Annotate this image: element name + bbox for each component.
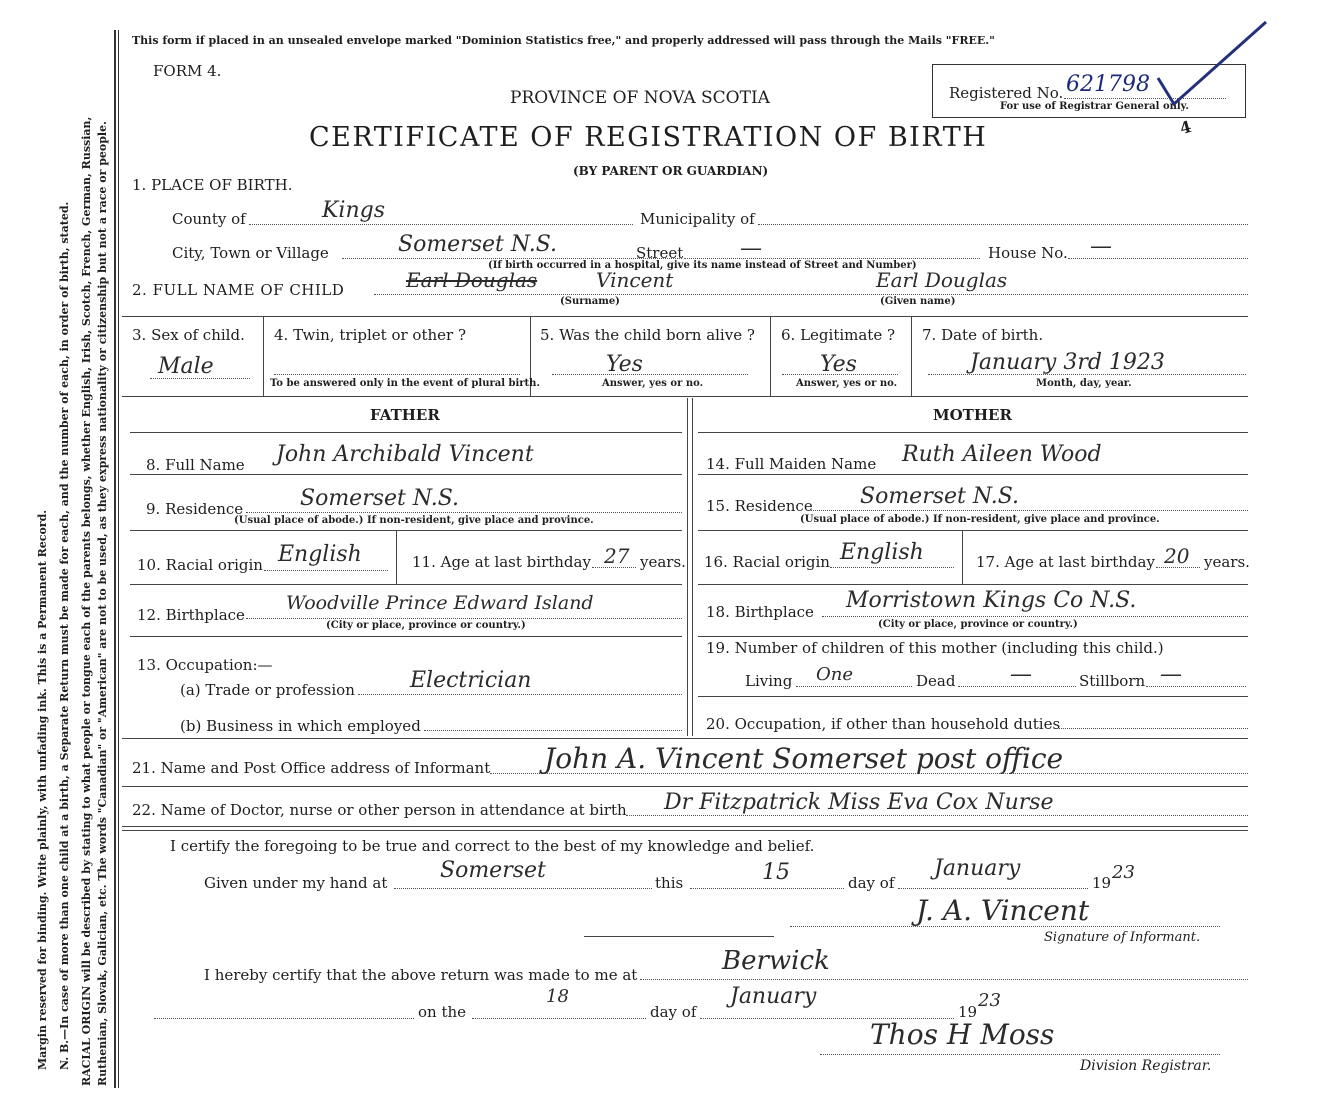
living-field[interactable] [796,686,912,687]
this-label: this [655,874,684,892]
check-mark-icon [1150,18,1270,110]
city-value: Somerset N.S. [398,232,557,257]
registered-label: Registered No. [949,84,1064,102]
row3-top [122,316,1248,317]
row3-bottom [122,396,1248,397]
child-surname: Vincent [596,268,674,292]
mother-occupation-label: 20. Occupation, if other than household duties [706,715,1061,733]
mother-years: years. [1204,553,1250,571]
father-line-d [130,584,682,585]
dead-label: Dead [916,672,956,690]
father-name: John Archibald Vincent [276,442,534,467]
twin-field[interactable] [274,374,520,375]
mother-birthplace-field[interactable] [822,616,1248,617]
mother-residence-field[interactable] [808,510,1248,511]
father-residence-label: 9. Residence [146,500,244,518]
registrar-signature: Thos H Moss [870,1018,1055,1051]
place-heading: 1. PLACE OF BIRTH. [132,176,293,194]
reg-month: January [730,984,817,1009]
stillborn-label: Stillborn [1079,672,1146,690]
living-label: Living [745,672,793,690]
father-residence-note: (Usual place of abode.) If non-resident, give place and province. [234,515,594,526]
child-name-label: 2. FULL NAME OF CHILD [132,281,345,299]
municipality-label: Municipality of [640,210,755,228]
legitimate-label: 6. Legitimate ? [781,326,896,344]
legitimate-value: Yes [820,352,857,377]
father-business-label: (b) Business in which employed [180,717,421,735]
county-value: Kings [322,198,386,223]
row22-bottom-2 [122,830,1248,831]
certificate-subtitle: (BY PARENT OR GUARDIAN) [573,164,769,178]
month-value: January [934,856,1021,881]
year-suffix: 23 [1112,862,1135,883]
day-field[interactable] [690,888,844,889]
mother-age-label: 17. Age at last birthday [976,553,1155,571]
mother-residence-label: 15. Residence [706,497,813,515]
mother-race-label: 16. Racial origin [704,553,830,571]
mother-line-c [698,530,1248,531]
doctor-field[interactable] [626,815,1248,816]
municipality-field[interactable] [758,224,1248,225]
mother-occupation-field[interactable] [1056,728,1248,729]
mother-birthplace-note: (City or place, province or country.) [878,619,1078,630]
living-value: One [816,664,854,685]
mother-line-f [698,696,1248,697]
mother-name: Ruth Aileen Wood [902,442,1102,467]
county-label: County of [172,210,246,228]
row3-div-3 [770,316,771,396]
reg-day-of-label: day of [650,1003,697,1021]
father-line-a [130,432,682,433]
margin-text-4: Ruthenian, Slovak, Galician, etc. The words "Canadian" or "American" are not to be used, as they express nationality or citizenship but not a race or people. [96,121,109,1086]
child-name-field[interactable] [374,294,1248,295]
child-name-struck: Earl Douglas [406,268,538,292]
father-age: 27 [604,544,630,568]
binding-line-2 [118,30,119,1088]
parent-divider [687,398,688,736]
mother-race: English [840,540,924,565]
parent-divider-2 [692,398,693,736]
house-label: House No. [988,244,1068,262]
informant-signature: J. A. Vincent [916,894,1090,927]
father-residence-field[interactable] [246,512,682,513]
mother-age: 20 [1164,544,1190,568]
father-name-label: 8. Full Name [146,456,245,474]
row21-top [122,738,1248,739]
dob-note: Month, day, year. [1036,378,1132,389]
mail-notice: This form if placed in an unsealed envelope marked "Dominion Statistics free," and properly addressed will pass through the Mails "FREE." [132,34,995,47]
mother-line-e [698,636,1248,637]
father-race: English [278,542,362,567]
given-place-field[interactable] [394,888,652,889]
father-birthplace-note: (City or place, province or country.) [326,620,526,631]
registered-note: For use of Registrar General only. [1000,101,1189,112]
stillborn-value: — [1160,662,1182,687]
father-trade-field[interactable] [358,694,682,695]
doctor-value: Dr Fitzpatrick Miss Eva Cox Nurse [664,790,1054,815]
hospital-note: (If birth occurred in a hospital, give its name instead of Street and Number) [488,260,917,271]
dob-label: 7. Date of birth. [922,326,1044,344]
mother-line-a [698,432,1248,433]
registrar-label: Division Registrar. [1080,1058,1212,1074]
father-birthplace-field[interactable] [246,618,682,619]
alive-label: 5. Was the child born alive ? [540,326,755,344]
mother-birthplace-label: 18. Birthplace [706,603,814,621]
county-field[interactable] [249,224,633,225]
father-line-c [130,530,682,531]
on-the-lead [154,1018,414,1019]
registrar-rule [584,936,774,937]
father-trade-label: (a) Trade or profession [180,681,355,699]
informant-value: John A. Vincent Somerset post office [544,742,1064,775]
row3-div-1 [263,316,264,396]
mother-line-b [698,474,1248,475]
child-given-name: Earl Douglas [876,268,1008,292]
father-birthplace-label: 12. Birthplace [137,606,245,624]
mother-age-div [962,530,963,584]
street-label: Street [636,244,684,262]
reg-day: 18 [546,986,569,1007]
certify-line: I certify the foregoing to be true and correct to the best of my knowledge and belief. [170,837,815,855]
surname-note: (Surname) [560,296,620,307]
father-heading: FATHER [370,406,440,424]
father-trade: Electrician [410,668,532,693]
registrar-place-field[interactable] [640,979,1248,980]
row22-top [122,786,1248,787]
row22-bottom [122,826,1248,827]
given-name-note: (Given name) [880,296,956,307]
father-years: years. [640,553,686,571]
mother-heading: MOTHER [933,406,1012,424]
row3-div-4 [911,316,912,396]
signature-label: Signature of Informant. [1044,930,1201,945]
legitimate-note: Answer, yes or no. [796,378,898,389]
registrar-line: I hereby certify that the above return was made to me at [204,966,638,984]
reg-day-field[interactable] [472,1018,646,1019]
house-value: — [1090,234,1112,259]
father-age-label: 11. Age at last birthday [412,553,591,571]
certificate-title: CERTIFICATE OF REGISTRATION OF BIRTH [309,122,988,153]
dead-value: — [1010,662,1032,687]
mother-residence: Somerset N.S. [860,484,1019,509]
father-birthplace: Woodville Prince Edward Island [286,592,594,614]
registered-number: 621798 [1066,72,1150,97]
mother-race-field[interactable] [830,567,954,568]
mother-birthplace: Morristown Kings Co N.S. [846,588,1137,613]
reg-year-prefix: 19 [958,1003,978,1021]
twin-note: To be answered only in the event of plural birth. [270,378,540,389]
mother-residence-note: (Usual place of abode.) If non-resident, give place and province. [800,514,1160,525]
street-field[interactable] [684,258,980,259]
given-label: Given under my hand at [204,874,388,892]
doctor-label: 22. Name of Doctor, nurse or other person in attendance at birth [132,801,627,819]
father-line-e [130,636,682,637]
city-field[interactable] [342,258,682,259]
registered-stamp: 4 [1177,116,1194,139]
day-value: 15 [762,860,790,885]
form-number: FORM 4. [153,62,222,80]
alive-value: Yes [606,352,643,377]
father-race-field[interactable] [264,570,388,571]
father-business-field[interactable] [424,730,682,731]
informant-label: 21. Name and Post Office address of Informant [132,759,491,777]
given-place: Somerset [440,858,546,883]
margin-text-2: N. B.—In case of more than one child at a birth, a Separate Return must be made for each, and the number of each, in order of birth, stated. [58,201,71,1070]
father-residence: Somerset N.S. [300,486,459,511]
binding-line [114,30,116,1088]
twin-label: 4. Twin, triplet or other ? [274,326,466,344]
registrar-signature-field[interactable] [820,1054,1220,1055]
year-prefix: 19 [1092,874,1112,892]
registrar-place: Berwick [722,946,830,976]
alive-field[interactable] [552,374,748,375]
street-value: — [740,236,762,261]
sex-value: Male [158,354,214,379]
reg-year-suffix: 23 [978,990,1001,1011]
margin-text-1: Margin reserved for binding. Write plainly, with unfading ink. This is a Permanent Record. [36,509,49,1070]
children-label: 19. Number of children of this mother (including this child.) [706,639,1164,657]
father-age-div [396,530,397,584]
province-heading: PROVINCE OF NOVA SCOTIA [510,88,770,108]
mother-name-label: 14. Full Maiden Name [706,455,877,473]
city-label: City, Town or Village [172,244,329,262]
father-race-label: 10. Racial origin [137,556,263,574]
alive-note: Answer, yes or no. [602,378,704,389]
day-of-label: day of [848,874,895,892]
dob-value: January 3rd 1923 [970,350,1165,375]
father-occupation-label: 13. Occupation:— [137,656,273,674]
on-the-label: on the [418,1003,467,1021]
month-field[interactable] [898,888,1088,889]
sex-label: 3. Sex of child. [132,326,245,344]
margin-text-3: RACIAL ORIGIN will be described by stating to what people or tongue each of the parents belongs, whether English, Irish, Scotch, French, German, Russian, [80,116,93,1086]
father-line-b [130,474,682,475]
mother-line-d [698,584,1248,585]
